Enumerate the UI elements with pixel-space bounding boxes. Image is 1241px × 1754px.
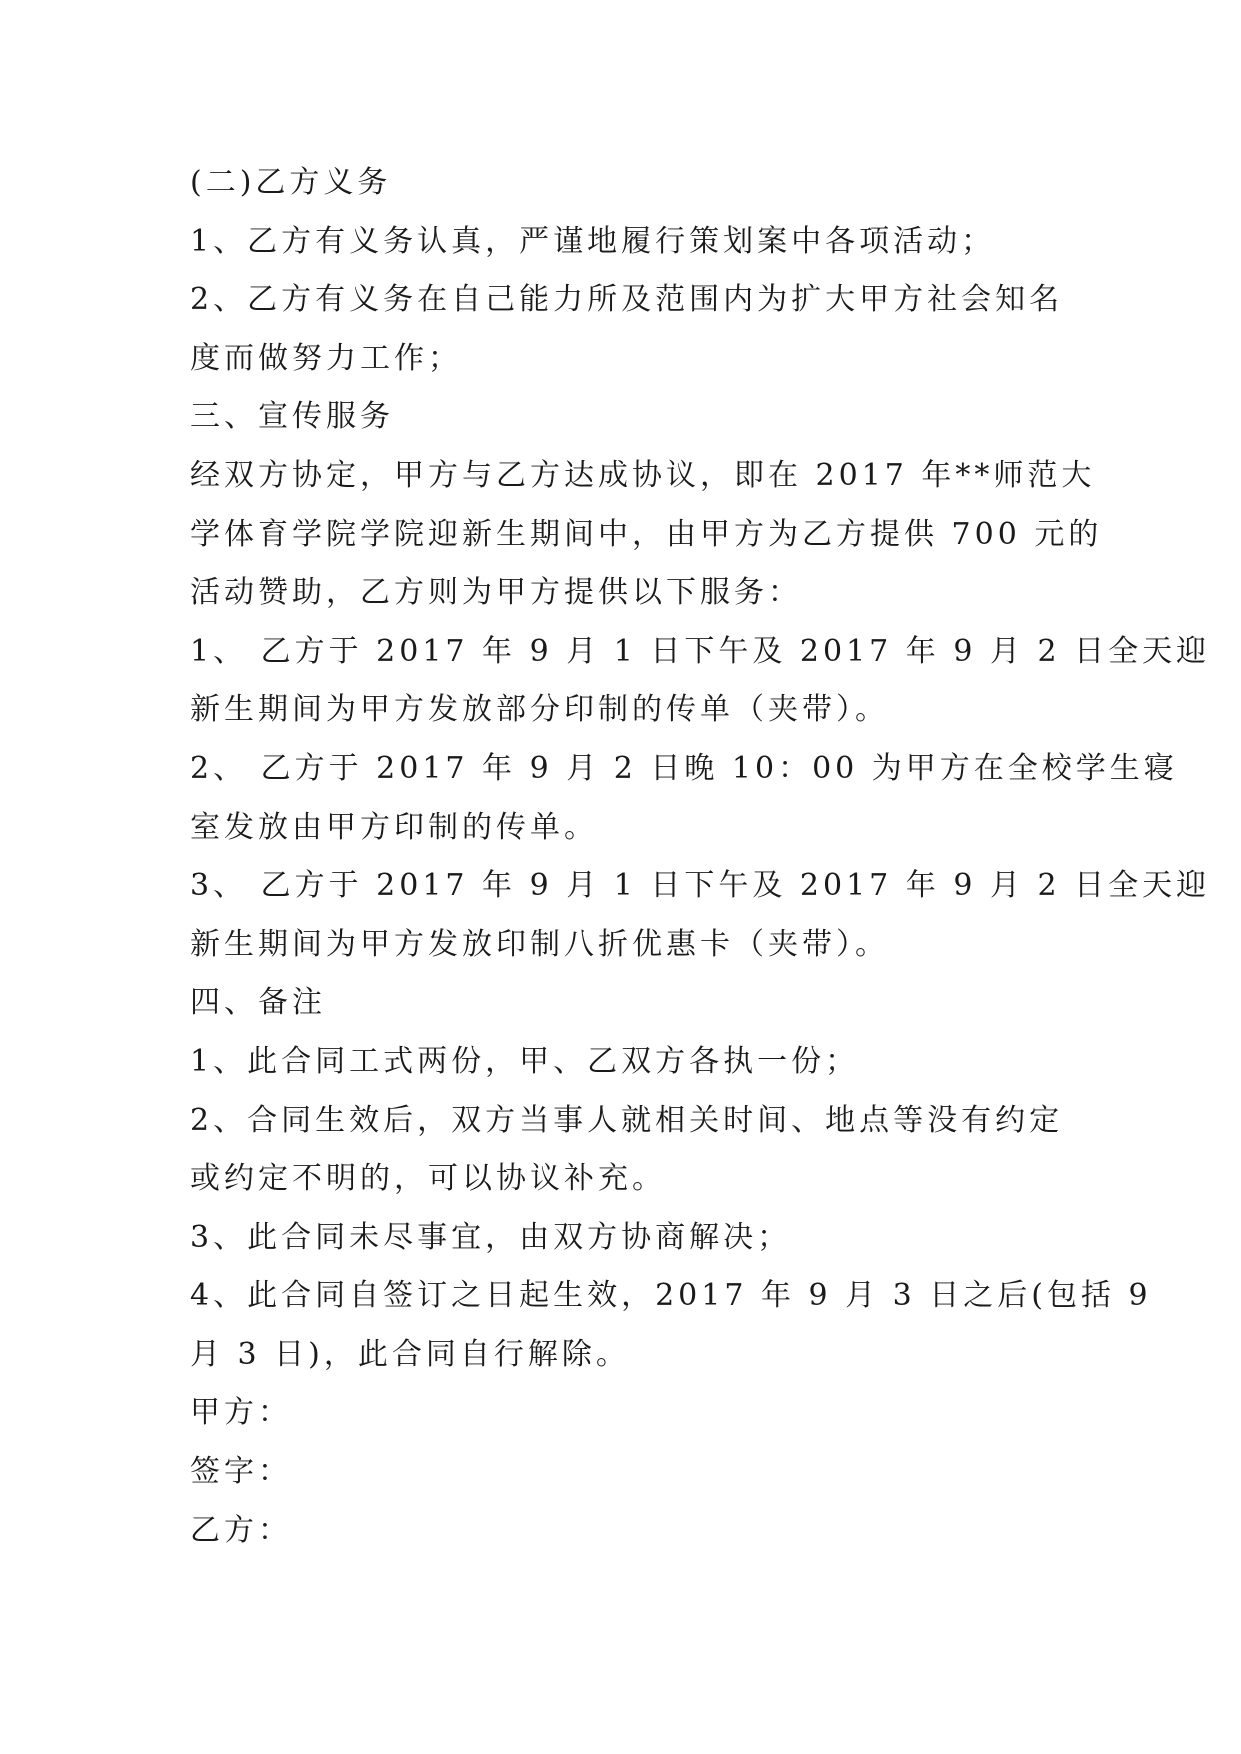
paragraph-line: 新生期间为甲方发放部分印制的传单（夹带）。 xyxy=(190,692,889,728)
paragraph-line: 4、此合同自签订之日起生效，2017 年 9 月 3 日之后(包括 9 xyxy=(190,1278,1152,1314)
paragraph-line: 2、 乙方于 2017 年 9 月 2 日晚 10：00 为甲方在全校学生寝 xyxy=(190,750,1178,786)
section-heading-party-b-obligations: (二)乙方义务 xyxy=(190,165,392,200)
paragraph-line: 2、乙方有义务在自己能力所及范围内为扩大甲方社会知名 xyxy=(190,282,1064,318)
signature-party-b-label: 乙方： xyxy=(190,1512,292,1548)
paragraph-line: 或约定不明的，可以协议补充。 xyxy=(190,1161,666,1197)
paragraph-line: 活动赞助，乙方则为甲方提供以下服务： xyxy=(190,575,802,611)
section-heading-remarks: 四、备注 xyxy=(190,985,326,1021)
contract-body xyxy=(190,154,1211,1560)
paragraph-line: 度而做努力工作； xyxy=(190,340,462,376)
paragraph-line: 3、 乙方于 2017 年 9 月 1 日下午及 2017 年 9 月 2 日全天迎 xyxy=(190,868,1211,904)
paragraph-line: 学体育学院学院迎新生期间中，由甲方为乙方提供 700 元的 xyxy=(190,516,1103,552)
paragraph-line: 室发放由甲方印制的传单。 xyxy=(190,809,598,845)
paragraph-line: 3、此合同未尽事宜，由双方协商解决； xyxy=(190,1219,792,1255)
paragraph-line: 月 3 日)，此合同自行解除。 xyxy=(190,1336,630,1372)
signature-sign-label: 签字： xyxy=(190,1454,292,1490)
paragraph-line: 1、此合同工式两份，甲、乙双方各执一份； xyxy=(190,1043,860,1079)
paragraph-line: 1、乙方有义务认真，严谨地履行策划案中各项活动； xyxy=(190,223,996,259)
paragraph-line: 1、 乙方于 2017 年 9 月 1 日下午及 2017 年 9 月 2 日全天迎 xyxy=(190,633,1211,669)
paragraph-line: 新生期间为甲方发放印制八折优惠卡（夹带）。 xyxy=(190,926,889,962)
section-heading-publicity-services: 三、宣传服务 xyxy=(190,399,394,435)
signature-party-a-label: 甲方： xyxy=(190,1395,292,1431)
paragraph-line: 经双方协定，甲方与乙方达成协议，即在 2017 年**师范大 xyxy=(190,457,1096,493)
paragraph-line: 2、合同生效后，双方当事人就相关时间、地点等没有约定 xyxy=(190,1102,1064,1138)
